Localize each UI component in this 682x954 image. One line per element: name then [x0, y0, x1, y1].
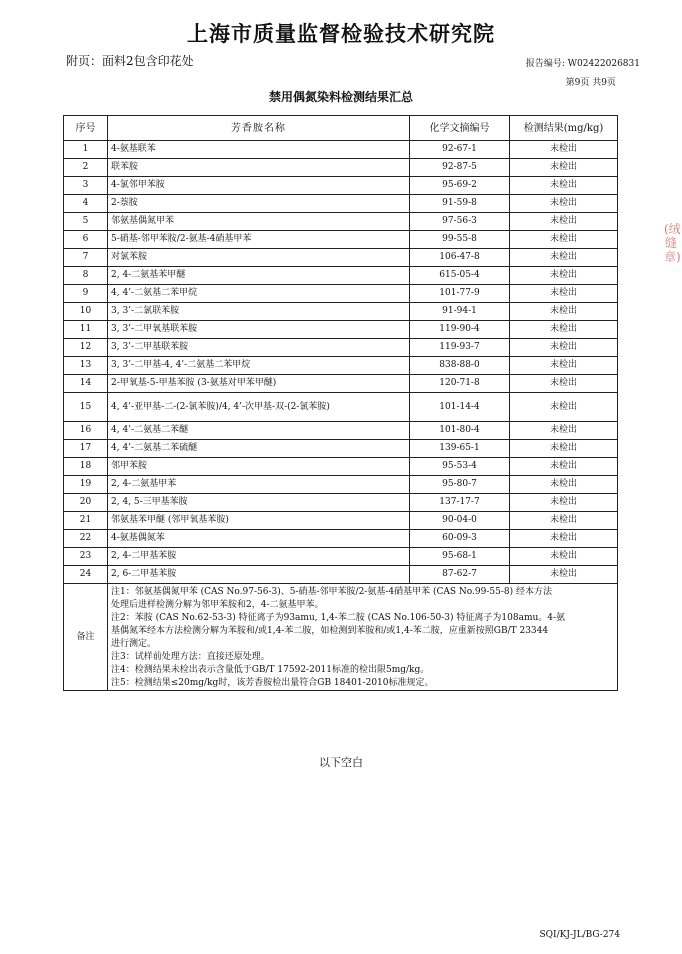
row-index: 6: [64, 231, 108, 249]
table-row: [64, 512, 618, 530]
row-cas-number: 91-59-8: [410, 195, 510, 213]
row-cas-number: 95-69-2: [410, 177, 510, 195]
row-cas-number: 95-80-7: [410, 476, 510, 494]
row-result: 未检出: [510, 375, 618, 393]
row-result: 未检出: [510, 530, 618, 548]
row-cas-number: 101-14-4: [410, 393, 510, 422]
row-index: 9: [64, 285, 108, 303]
header-amine-name: 芳香胺名称: [108, 116, 410, 141]
row-cas-number: 119-93-7: [410, 339, 510, 357]
row-amine-name: 4, 4’-二氨基二苯甲烷: [108, 285, 410, 303]
row-amine-name: 邻甲苯胺: [108, 458, 410, 476]
row-amine-name: 邻氨基偶氮甲苯: [108, 213, 410, 231]
row-result: 未检出: [510, 339, 618, 357]
table-row: [64, 494, 618, 512]
table-row: [64, 548, 618, 566]
table-row: [64, 440, 618, 458]
row-index: 19: [64, 476, 108, 494]
row-index: 5: [64, 213, 108, 231]
row-amine-name: 2, 4, 5-三甲基苯胺: [108, 494, 410, 512]
table-row: [64, 303, 618, 321]
row-cas-number: 87-62-7: [410, 566, 510, 584]
row-amine-name: 2, 4-二甲基苯胺: [108, 548, 410, 566]
row-result: 未检出: [510, 422, 618, 440]
row-index: 8: [64, 267, 108, 285]
row-index: 10: [64, 303, 108, 321]
table-row: [64, 285, 618, 303]
row-index: 17: [64, 440, 108, 458]
row-amine-name: 5-硝基-邻甲苯胺/2-氨基-4硝基甲苯: [108, 231, 410, 249]
note-line: 进行测定。: [111, 639, 157, 649]
table-row: [64, 458, 618, 476]
note-line: 注3：试样前处理方法：直接还原处理。: [111, 652, 270, 662]
table-row: [64, 141, 618, 159]
table-row: [64, 213, 618, 231]
row-amine-name: 2-萘胺: [108, 195, 410, 213]
note-line: 注1：邻氨基偶氮甲苯 (CAS No.97-56-3)、5-硝基-邻甲苯胺/2-氨基-4硝基甲苯 (CAS No.99-55-8) 经本方法: [111, 587, 552, 597]
table-header-row: [64, 116, 618, 141]
row-amine-name: 4, 4’-二氨基二苯醚: [108, 422, 410, 440]
table-row: [64, 530, 618, 548]
row-amine-name: 4, 4’-亚甲基-二-(2-氯苯胺)/4, 4’-次甲基-双-(2-氯苯胺): [108, 393, 410, 422]
table-row: [64, 195, 618, 213]
page-number: 第9页 共9页: [565, 78, 616, 88]
results-table: [63, 115, 618, 691]
row-cas-number: 95-68-1: [410, 548, 510, 566]
row-result: 未检出: [510, 321, 618, 339]
notes-body: [108, 584, 618, 691]
row-cas-number: 91-94-1: [410, 303, 510, 321]
row-cas-number: 101-80-4: [410, 422, 510, 440]
table-row: [64, 357, 618, 375]
note-line: 处理后进样检测分解为邻甲苯胺和2，4-二氨基甲苯。: [111, 600, 324, 610]
row-cas-number: 119-90-4: [410, 321, 510, 339]
row-result: 未检出: [510, 548, 618, 566]
row-index: 22: [64, 530, 108, 548]
row-index: 16: [64, 422, 108, 440]
row-cas-number: 90-04-0: [410, 512, 510, 530]
table-title: 禁用偶氮染料检测结果汇总: [268, 90, 413, 104]
table-row: [64, 339, 618, 357]
annex-label: 附页：面料2包含印花处: [66, 54, 194, 68]
note-line: 注4：检测结果未检出表示含量低于GB/T 17592-2011标准的检出限5mg/kg。: [111, 665, 430, 675]
table-row: [64, 177, 618, 195]
row-cas-number: 139-65-1: [410, 440, 510, 458]
seam-stamp: (绒缝章): [664, 222, 681, 264]
row-index: 23: [64, 548, 108, 566]
row-cas-number: 838-88-0: [410, 357, 510, 375]
row-result: 未检出: [510, 249, 618, 267]
row-result: 未检出: [510, 512, 618, 530]
row-cas-number: 95-53-4: [410, 458, 510, 476]
row-result: 未检出: [510, 213, 618, 231]
row-cas-number: 137-17-7: [410, 494, 510, 512]
row-result: 未检出: [510, 303, 618, 321]
row-index: 1: [64, 141, 108, 159]
row-amine-name: 3, 3’-二甲氧基联苯胺: [108, 321, 410, 339]
table-row: [64, 321, 618, 339]
header-result: 检测结果(mg/kg): [510, 116, 618, 141]
note-line: 注5：检测结果≤20mg/kg时，该芳香胺检出量符合GB 18401-2010标准规定。: [111, 678, 434, 688]
table-row: [64, 393, 618, 422]
row-amine-name: 对氯苯胺: [108, 249, 410, 267]
table-row: [64, 159, 618, 177]
table-row: [64, 476, 618, 494]
row-cas-number: 120-71-8: [410, 375, 510, 393]
note-line: 基偶氮苯经本方法检测分解为苯胺和/或1,4-苯二胺，如检测到苯胺和/或1,4-苯二胺，应重新按照GB/T 23344: [111, 626, 549, 636]
row-index: 20: [64, 494, 108, 512]
row-index: 21: [64, 512, 108, 530]
row-amine-name: 4-氨基偶氮苯: [108, 530, 410, 548]
row-index: 24: [64, 566, 108, 584]
row-index: 4: [64, 195, 108, 213]
table-row: [64, 566, 618, 584]
row-result: 未检出: [510, 177, 618, 195]
row-result: 未检出: [510, 458, 618, 476]
table-row: [64, 231, 618, 249]
row-result: 未检出: [510, 195, 618, 213]
table-row: [64, 422, 618, 440]
note-line: 注2：苯胺 (CAS No.62-53-3) 特征离子为93amu, 1,4-苯二胺 (CAS No.106-50-3) 特征离子为108amu。4-氨: [111, 613, 566, 623]
row-cas-number: 92-87-5: [410, 159, 510, 177]
header-cas-number: 化学文摘编号: [410, 116, 510, 141]
row-result: 未检出: [510, 476, 618, 494]
row-amine-name: 2, 6-二甲基苯胺: [108, 566, 410, 584]
row-index: 13: [64, 357, 108, 375]
row-index: 7: [64, 249, 108, 267]
form-code: SQI/KJ-JL/BG-274: [539, 930, 620, 940]
row-amine-name: 2, 4-二氨基甲苯: [108, 476, 410, 494]
table-row: [64, 375, 618, 393]
row-amine-name: 4-氨基联苯: [108, 141, 410, 159]
row-result: 未检出: [510, 267, 618, 285]
row-result: 未检出: [510, 393, 618, 422]
row-result: 未检出: [510, 285, 618, 303]
row-index: 2: [64, 159, 108, 177]
row-cas-number: 97-56-3: [410, 213, 510, 231]
table-body: [64, 141, 618, 584]
row-index: 12: [64, 339, 108, 357]
row-result: 未检出: [510, 141, 618, 159]
row-index: 11: [64, 321, 108, 339]
row-cas-number: 99-55-8: [410, 231, 510, 249]
document-title: 上海市质量监督检验技术研究院: [187, 22, 495, 46]
blank-below-note: 以下空白: [319, 756, 363, 769]
row-cas-number: 60-09-3: [410, 530, 510, 548]
row-amine-name: 3, 3’-二甲基联苯胺: [108, 339, 410, 357]
row-result: 未检出: [510, 231, 618, 249]
row-amine-name: 联苯胺: [108, 159, 410, 177]
notes-row: [64, 584, 618, 691]
table-row: [64, 249, 618, 267]
row-result: 未检出: [510, 159, 618, 177]
notes-label: 备注: [64, 584, 108, 691]
row-amine-name: 3, 3’-二甲基-4, 4’-二氨基二苯甲烷: [108, 357, 410, 375]
row-cas-number: 92-67-1: [410, 141, 510, 159]
row-result: 未检出: [510, 494, 618, 512]
row-index: 15: [64, 393, 108, 422]
row-amine-name: 3, 3’-二氯联苯胺: [108, 303, 410, 321]
row-result: 未检出: [510, 440, 618, 458]
report-number: 报告编号: W02422026831: [525, 59, 640, 69]
row-cas-number: 615-05-4: [410, 267, 510, 285]
table-row: [64, 267, 618, 285]
row-cas-number: 106-47-8: [410, 249, 510, 267]
row-index: 3: [64, 177, 108, 195]
header-index: 序号: [64, 116, 108, 141]
row-amine-name: 4-氯邻甲苯胺: [108, 177, 410, 195]
row-cas-number: 101-77-9: [410, 285, 510, 303]
row-result: 未检出: [510, 357, 618, 375]
row-result: 未检出: [510, 566, 618, 584]
row-amine-name: 邻氨基苯甲醚 (邻甲氧基苯胺): [108, 512, 410, 530]
row-amine-name: 2, 4-二氨基苯甲醚: [108, 267, 410, 285]
row-amine-name: 2-甲氧基-5-甲基苯胺 (3-氨基对甲苯甲醚): [108, 375, 410, 393]
row-index: 18: [64, 458, 108, 476]
row-amine-name: 4, 4’-二氨基二苯硫醚: [108, 440, 410, 458]
row-index: 14: [64, 375, 108, 393]
